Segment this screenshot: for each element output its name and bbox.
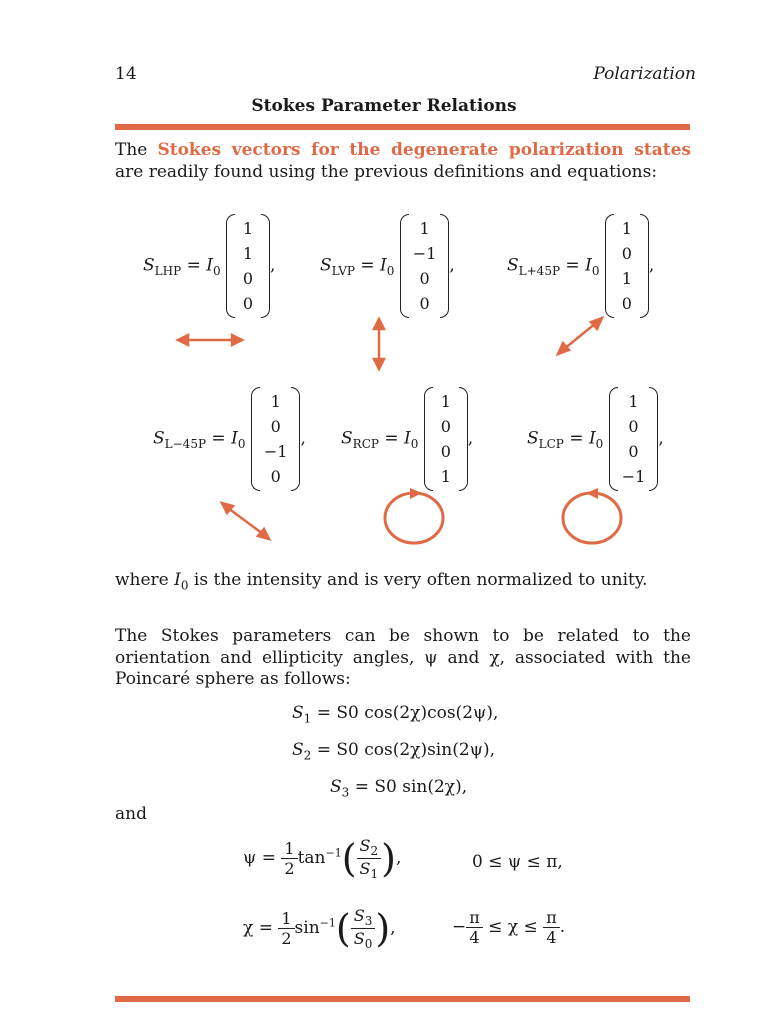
vector-sub: RCP	[352, 436, 379, 451]
vector-sub: LVP	[331, 263, 355, 278]
vector-sub: LHP	[154, 263, 182, 278]
psi-range: 0 ≤ ψ ≤ π,	[472, 852, 563, 872]
where-paragraph: where $I_0$ is the intensity and is very often normalized to unity.	[115, 570, 648, 593]
section-title: Stokes Parameter Relations	[251, 96, 517, 116]
equation-psi: ψ = $\frac{1}{2}$ $\tan^{-1}$( $\frac{S_2}{S_1}$ ),	[243, 836, 402, 882]
left-circular-icon	[556, 486, 626, 548]
equation-chi: χ = $\frac{1}{2}$ $\sin^{-1}$( $\frac{S_3}{S_0}$ ),	[243, 906, 396, 952]
vector-lvp: $S_{LVP} = I_0$ 1 −1 0 0 ,	[320, 214, 455, 318]
equation-s1: $S_1 = S0$ cos(2χ)cos(2ψ),	[292, 703, 499, 726]
matrix: 1 −1 0 0	[400, 214, 450, 318]
intro-highlight: Stokes vectors for the degenerate polarization states	[157, 140, 691, 160]
vector-sub: LCP	[538, 436, 564, 451]
matrix: 1 0 1 0	[605, 214, 649, 318]
vector-rcp: $S_{RCP} = I_0$ 1 0 0 1 ,	[341, 387, 473, 491]
matrix: 1 0 0 −1	[609, 387, 659, 491]
top-rule	[115, 124, 690, 130]
equation-s3: $S_3 = S0$ sin(2χ),	[330, 777, 468, 800]
intro-pre: The	[115, 140, 158, 160]
running-title: Polarization	[593, 64, 696, 84]
bottom-rule	[115, 996, 690, 1002]
intro-post: are readily found using the previous definitions and equations:	[115, 161, 658, 182]
right-circular-icon	[380, 486, 450, 548]
matrix: 1 1 0 0	[226, 214, 270, 318]
matrix: 1 0 −1 0	[251, 387, 301, 491]
horizontal-arrow-icon	[170, 325, 250, 355]
vector-lhp: $S_{LHP} = I_0$ 1 1 0 0 ,	[143, 214, 275, 318]
vector-lcp: $S_{LCP} = I_0$ 1 0 0 −1 ,	[527, 387, 664, 491]
vector-sub: L+45P	[518, 263, 561, 278]
chi-range: − $\frac{\pi}{4}$ ≤ χ ≤ $\frac{\pi}{4}$ .	[452, 908, 566, 947]
and-text: and	[115, 804, 147, 824]
vertical-arrow-icon	[364, 314, 394, 374]
intro-paragraph	[115, 140, 691, 183]
diagonal-plus45-arrow-icon	[550, 312, 610, 362]
vector-lminus45p: $S_{L-45P} = I_0$ 1 0 −1 0 ,	[153, 387, 306, 491]
vector-l45p: $S_{L+45P} = I_0$ 1 0 1 0 ,	[507, 214, 654, 318]
page-number: 14	[115, 64, 137, 84]
matrix: 1 0 0 1	[424, 387, 468, 491]
vector-sub: L−45P	[164, 436, 207, 451]
equation-s2: $S_2 = S0$ cos(2χ)sin(2ψ),	[292, 740, 496, 763]
diagonal-minus45-arrow-icon	[218, 498, 273, 543]
stokes-paragraph: The Stokes parameters can be shown to be related to the orientation and ellipticity angles, ψ and χ, associated with the Poincaré sphere as follows:	[115, 626, 691, 689]
